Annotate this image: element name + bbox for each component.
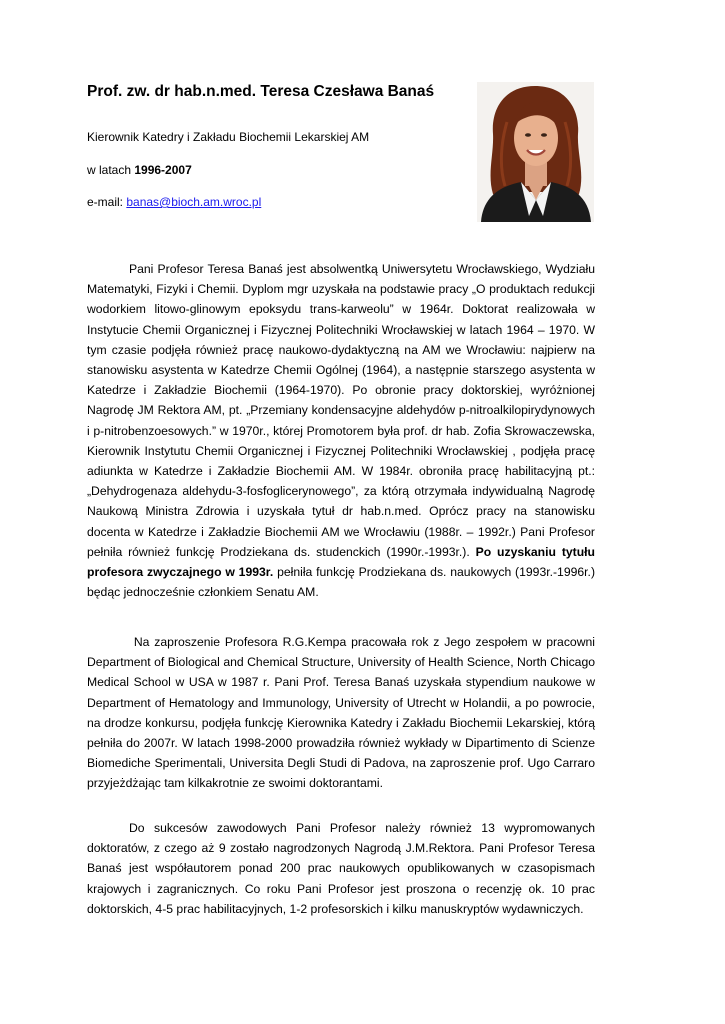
position-line: Kierownik Katedry i Zakładu Biochemii Lekarskiej AM xyxy=(87,130,370,144)
email-label: e-mail: xyxy=(87,195,127,209)
page-title: Prof. zw. dr hab.n.med. Teresa Czesława Banaś xyxy=(87,83,435,100)
tenure-years: 1996-2007 xyxy=(134,163,192,177)
tenure-line xyxy=(87,163,192,177)
paragraph-2-text: Na zaproszenie Profesora R.G.Kempa pracowała rok z Jego zespołem w pracowni Department of Biological and Chemical Structure, University of Health Science, North Chicago Medical School w USA w 1987 r. Pani Prof. Teresa Banaś uzyskała stypendium naukowe w Department of Hematology and Immunology, University of Utrecht w Holandii, a po powrocie, na drodze konkursu, podjęła funkcję Kierownika Katedry i Zakładu Biochemii Lekarskiej, którą pełniła do 2007r. W latach 1998-2000 prowadziła również wykłady w Dipartimento di Scienze Biomediche Sperimentali, Universita Degli Studi di Padova, na zaproszenie prof. Ugo Carraro przyjeżdżając tam kilkakrotnie ze swoimi doktorantami. xyxy=(87,635,595,791)
biography-paragraph-2 xyxy=(87,632,595,794)
portrait-illustration xyxy=(477,82,594,222)
tenure-prefix: w latach xyxy=(87,163,135,177)
paragraph-1-text-a: Pani Profesor Teresa Banaś jest absolwentką Uniwersytetu Wrocławskiego, Wydziału Matematyki, Fizyki i Chemii. Dyplom mgr uzyskała na podstawie pracy „O produktach redukcji wodorkiem litowo-glinowym epoksydu trans-karweolu” w 1964r. Doktorat realizowała w Instytucie Chemii Organicznej i Fizycznej Politechniki Wrocławskiej w latach 1964 – 1970. W tym czasie podjęła również pracę naukowo-dydaktyczną na AM we Wrocławiu: najpierw na stanowisku asystenta w Katedrze Chemii Ogólnej (1964), a następnie starszego asystenta w Katedrze i Zakładzie Biochemii (1964-1970). Po obronie pracy doktorskiej, wyróżnionej Nagrodę JM Rektora AM, pt. „Przemiany kondensacyjne aldehydów p-nitroalkilopirydynowych i p-nitrobenzoesowych.” w 1970r., której Promotorem była prof. dr hab. Zofia Skrowaczewska, Kierownik Instytutu Chemii Organicznej i Fizycznej Politechniki Wrocławskiej , podjęła pracę adiunkta w Katedrze i Zakładzie Biochemii AM. W 1984r. obroniła pracę habilitacyjną pt.: „Dehydrogenaza aldehydu-3-fosfoglicerynowego”, za którą otrzymała indywidualną Nagrodę Naukową Ministra Zdrowia i uzyskała tytuł dr hab.n.med. Oprócz pracy na stanowisku docenta w Katedrze i Zakładzie Biochemii AM we Wrocławiu (1988r. – 1992r.) Pani Profesor pełniła również funkcję Prodziekana ds. studenckich (1990r.-1993r.). xyxy=(87,262,595,559)
email-line xyxy=(87,195,261,209)
paragraph-1-bold-text: Po uzyskaniu tytułu profesora zwyczajnego w 1993r. xyxy=(87,544,595,580)
biography-paragraph-1 xyxy=(87,259,595,602)
paragraph-1-text-b: pełniła funkcję Prodziekana ds. naukowych (1993r.-1996r.) będąc jednocześnie członkiem Senatu AM. xyxy=(87,565,595,600)
portrait-photo xyxy=(477,82,594,222)
email-link[interactable]: banas@bioch.am.wroc.pl xyxy=(126,195,262,209)
paragraph-3-text: Do sukcesów zawodowych Pani Profesor należy również 13 wypromowanych doktoratów, z czego aż 9 zostało nagrodzonych Nagrodą J.M.Rektora. Pani Profesor Teresa Banaś jest współautorem ponad 200 prac naukowych opublikowanych w czasopismach krajowych i zagranicznych. Co roku Pani Profesor jest proszona o recenzję ok. 10 prac doktorskich, 4-5 prac habilitacyjnych, 1-2 profesorskich i kilku manuskryptów wydawniczych. xyxy=(87,821,595,916)
biography-paragraph-3 xyxy=(87,818,595,919)
